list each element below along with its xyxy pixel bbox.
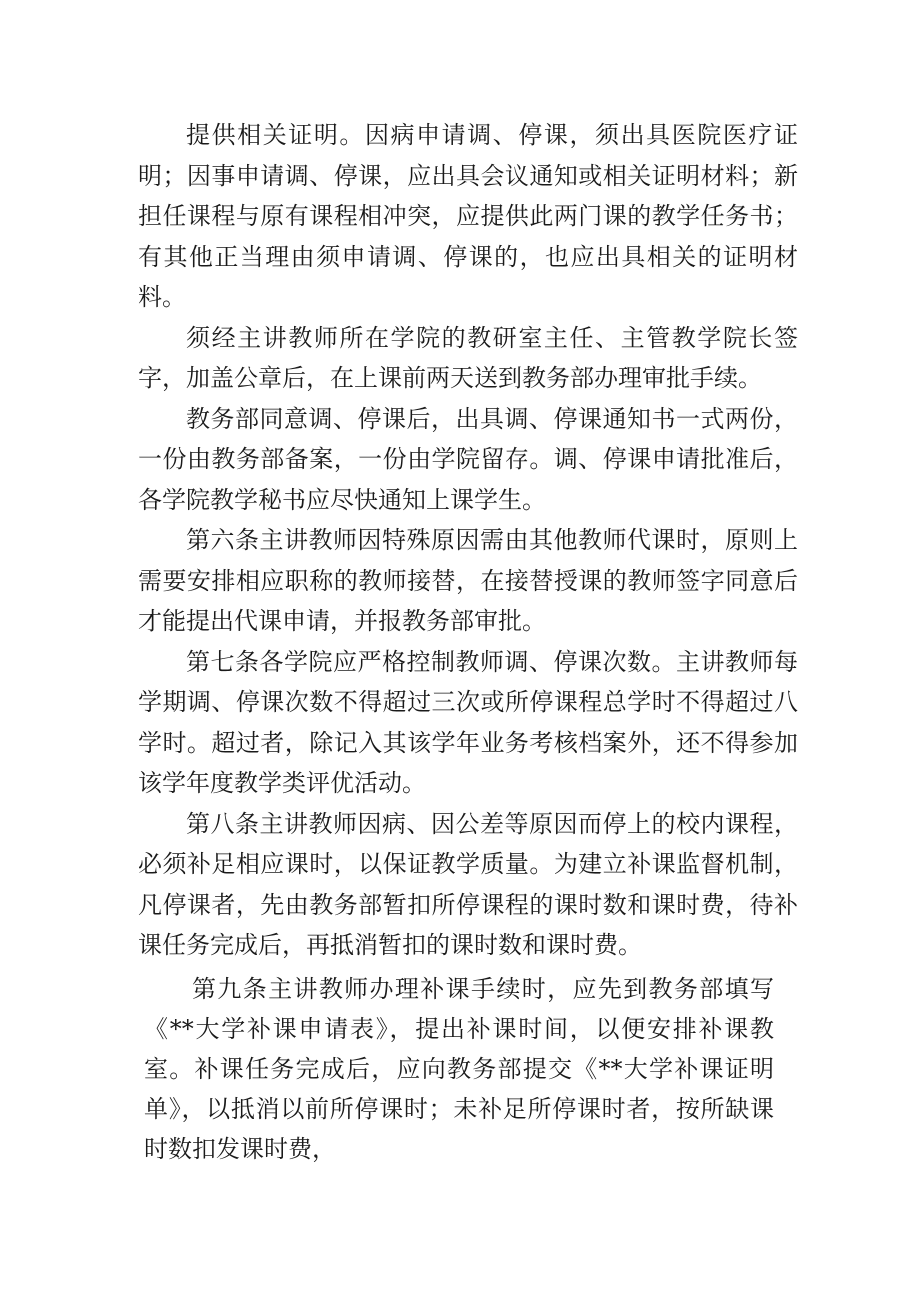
paragraph-proof-requirements: 提供相关证明。因病申请调、停课，须出具医院医疗证明；因事申请调、停课，应出具会议通知或相关证明材料；新担任课程与原有课程相冲突，应提供此两门课的教学任务书；有其他正当理由须申请调、停课的，也应出具相关的证明材料。 <box>138 121 798 311</box>
paragraph-article-8: 第八条主讲教师因病、因公差等原因而停上的校内课程，必须补足相应课时，以保证教学质量。为建立补课监督机制，凡停课者，先由教务部暂扣所停课程的课时数和课时费，待补课任务完成后，再抵消暂扣的课时数和课时费。 <box>138 809 798 959</box>
paragraph-article-7: 第七条各学院应严格控制教师调、停课次数。主讲教师每学期调、停课次数不得超过三次或所停课程总学时不得超过八学时。超过者，除记入其该学年业务考核档案外，还不得参加该学年度教学类评优活动。 <box>138 647 798 797</box>
document-body <box>138 115 798 1169</box>
paragraph-approval-signature: 须经主讲教师所在学院的教研室主任、主管教学院长签字，加盖公章后，在上课前两天送到教务部办理审批手续。 <box>138 323 798 392</box>
paragraph-article-9: 第九条主讲教师办理补课手续时，应先到教务部填写《**大学补课申请表》，提出补课时间，以便安排补课教室。补课任务完成后，应向教务部提交《**大学补课证明单》，以抵消以前所停课时；未补足所停课时者，按所缺课时数扣发课时费， <box>144 974 774 1163</box>
paragraph-article-6: 第六条主讲教师因特殊原因需由其他教师代课时，原则上需要安排相应职称的教师接替，在接替授课的教师签字同意后才能提出代课申请，并报教务部审批。 <box>138 526 798 635</box>
paragraph-notice-issuance: 教务部同意调、停课后，出具调、停课通知书一式两份，一份由教务部备案，一份由学院留存。调、停课申请批准后，各学院教学秘书应尽快通知上课学生。 <box>138 404 798 514</box>
